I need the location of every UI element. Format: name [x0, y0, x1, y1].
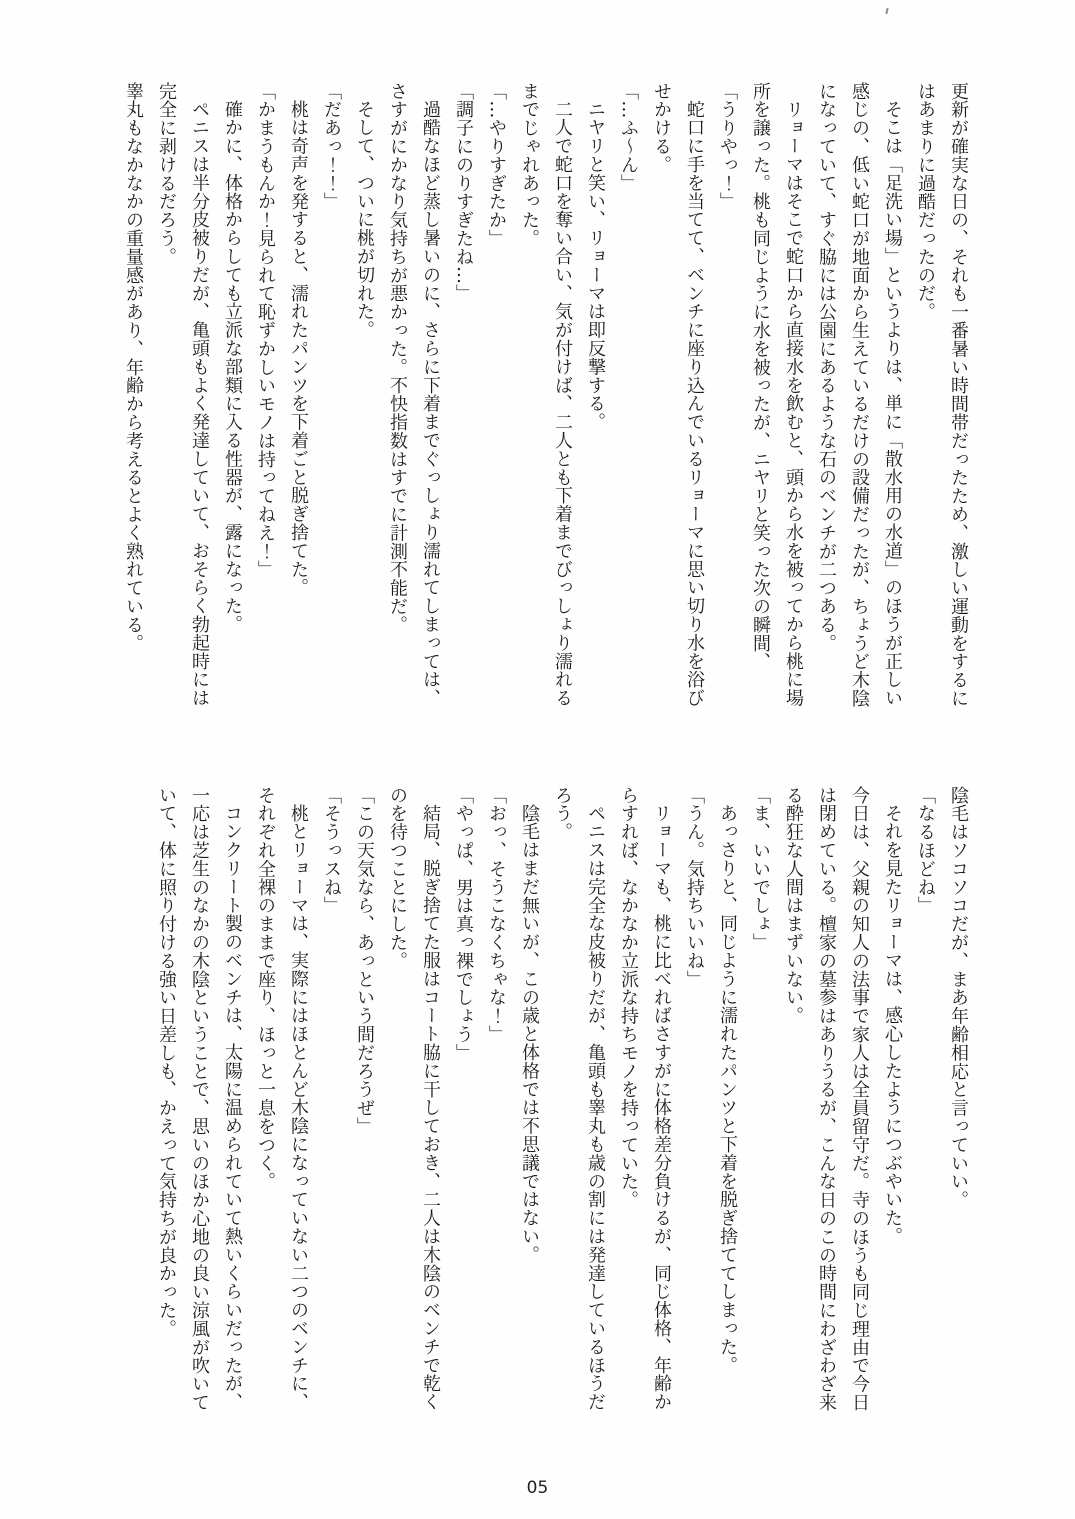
dialogue-paragraph: 「かまうもんか！見られて恥ずかしいモノは持ってねえ！」 [255, 82, 276, 579]
vertical-text-block-bottom [150, 786, 975, 1418]
narrative-paragraph: 桃は奇声を発すると、濡れたパンツを下着ごと脱ぎ捨てた。 [288, 100, 309, 597]
dialogue-paragraph: 「うりやっ！」 [717, 82, 738, 211]
dialogue-paragraph: 「だあっ！！」 [321, 82, 342, 211]
dialogue-paragraph: 「ま、いいでしょ」 [750, 786, 771, 952]
narrative-paragraph: 更新が確実な日の、それも一番暑い時間帯だったため、激しい運動をするにはあまりに過酷だったのだ。 [915, 82, 969, 708]
narrative-paragraph: ペニスは半分皮被りだが、亀頭もよく発達していて、おそらく勃起時には完全に剥けるだろう。 [156, 82, 210, 708]
dialogue-paragraph: 「うん。気持ちいいね」 [684, 786, 705, 989]
dialogue-paragraph: 「…ふ～ん」 [618, 82, 639, 193]
narrative-paragraph: コンクリート製のベンチは、太陽に温められていて熱いくらいだったが、一応は芝生のなかの木陰ということで、思いのほか心地の良い涼風が吹いていて、体に照り付ける強い日差しも、かえって気持ちが良かった。 [156, 786, 243, 1412]
page-number: 05 [526, 1478, 549, 1498]
narrative-paragraph: 二人で蛇口を奪い合い、気が付けば、二人とも下着までびっしょり濡れるまでじゃれあった。 [519, 82, 573, 708]
dialogue-paragraph: 「やっぱ、男は真っ裸でしょう」 [453, 786, 474, 1062]
narrative-paragraph: 陰毛はまだ無いが、この歳と体格では不思議ではない。 [519, 804, 540, 1264]
narrative-paragraph: 睾丸もなかなかの重量感があり、年齢から考えるとよく熟れている。 [123, 82, 144, 653]
narrative-paragraph: 桃とリョーマは、実際にはほとんど木陰になっていない二つのベンチに、それぞれ全裸のままで座り、ほっと一息をつく。 [255, 786, 309, 1412]
narrative-paragraph: あっさりと、同じように濡れたパンツと下着を脱ぎ捨ててしまった。 [717, 804, 738, 1375]
narrative-paragraph: 蛇口に手を当てて、ベンチに座り込んでいるリョーマに思い切り水を浴びせかける。 [651, 82, 705, 708]
dialogue-paragraph: 「この天気なら、あっという間だろうぜ」 [354, 786, 375, 1136]
narrative-paragraph: そこは「足洗い場」というよりは、単に「散水用の水道」のほうが正しい感じの、低い蛇口が地面から生えているだけの設備だったが、ちょうど木陰になっていて、すぐ脇には公園にあるような石のベンチが二つある。 [816, 82, 903, 708]
narrative-paragraph: 今日は、父親の知人の法事で家人は全員留守だ。寺のほうも同じ理由で今日は閉めている。檀家の墓参はありうるが、こんな日のこの時間にわざわざ来る酔狂な人間はまずいない。 [783, 786, 870, 1412]
narrative-paragraph: そして、ついに桃が切れた。 [354, 100, 375, 340]
dialogue-paragraph: 「なるほどね」 [915, 786, 936, 915]
narrative-paragraph: リョーマも、桃に比べればさすがに体格差分負けるが、同じ体格、年齢からすれば、なかなか立派な持ちモノを持っていた。 [618, 786, 672, 1412]
dialogue-paragraph: 「調子にのりすぎたね…」 [453, 82, 474, 303]
narrative-paragraph: 確かに、体格からしても立派な部類に入る性器が、露になった。 [222, 100, 243, 634]
dialogue-paragraph: 「そうっスね」 [321, 786, 342, 915]
narrative-paragraph: それを見たリョーマは、感心したようにつぶやいた。 [882, 804, 903, 1246]
narrative-paragraph: リョーマはそこで蛇口から直接水を飲むと、頭から水を被ってから桃に場所を譲った。桃も同じように水を被ったが、ニヤリと笑った次の瞬間、 [750, 82, 804, 708]
scan-speck-artifact [885, 8, 888, 14]
narrative-paragraph: 結局、脱ぎ捨てた服はコート脇に干しておき、二人は木陰のベンチで乾くのを待つことにした。 [387, 786, 441, 1412]
narrative-paragraph: 陰毛はソコソコだが、まあ年齢相応と言っていい。 [948, 786, 969, 1210]
dialogue-paragraph: 「…やりすぎたか」 [486, 82, 507, 248]
narrative-paragraph: ペニスは完全な皮被りだが、亀頭も睾丸も歳の割には発達しているほうだろう。 [552, 786, 606, 1412]
narrative-paragraph: ニヤリと笑い、リョーマは即反撃する。 [585, 100, 606, 432]
vertical-text-block-top [117, 82, 975, 714]
dialogue-paragraph: 「おっ、そうこなくちゃな！」 [486, 786, 507, 1044]
narrative-paragraph: 過酷なほど蒸し暑いのに、さらに下着までぐっしょり濡れてしまっては、さすがにかなり気持ちが悪かった。不快指数はすでに計測不能だ。 [387, 82, 441, 708]
